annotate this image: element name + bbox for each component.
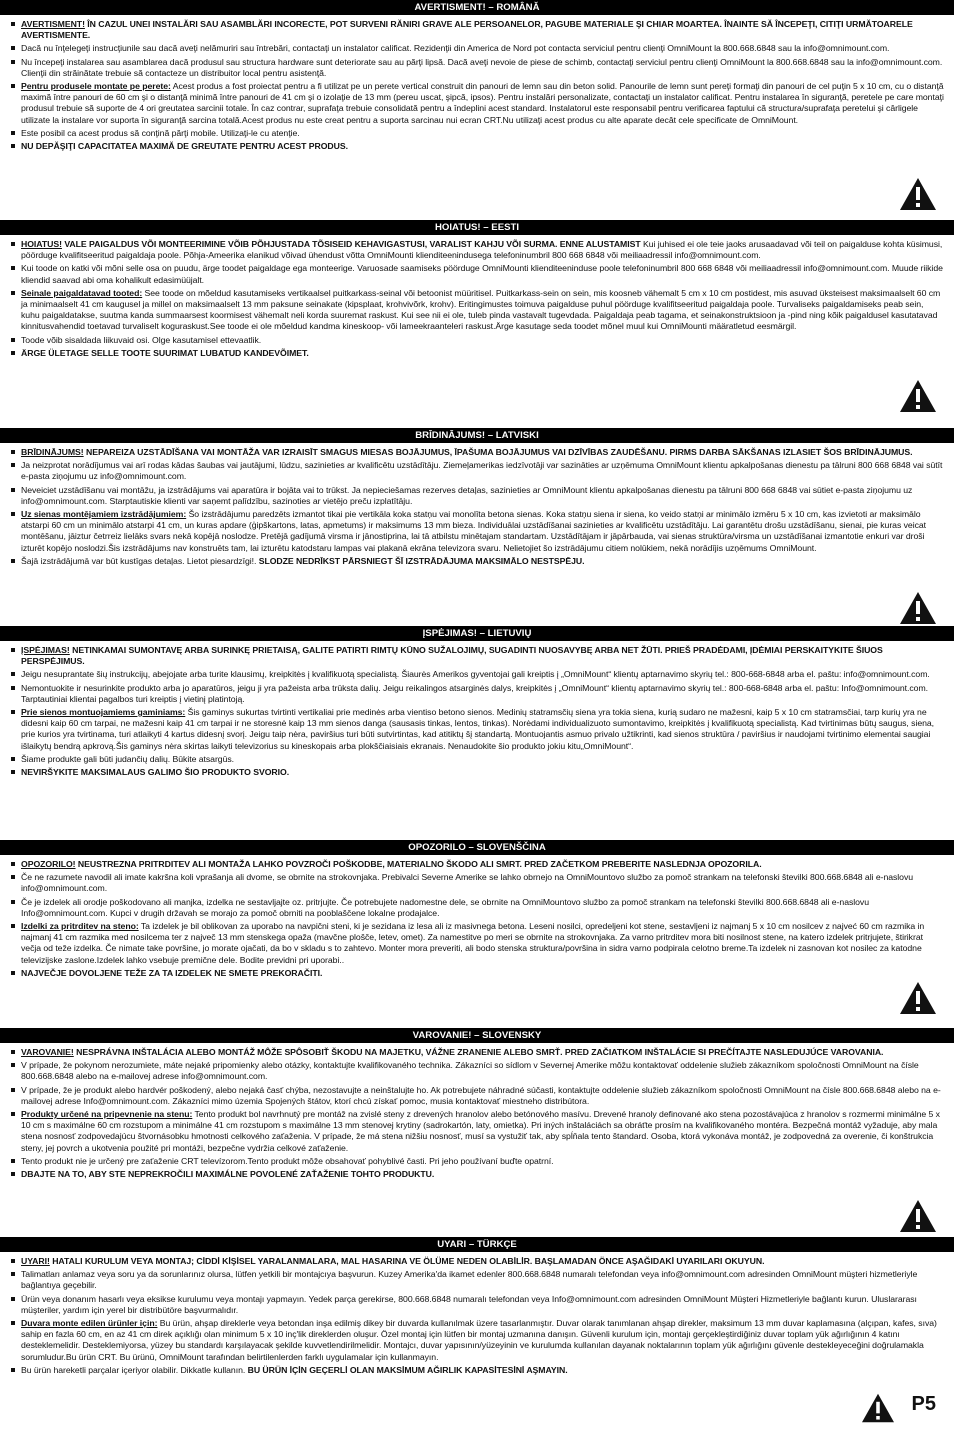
section-latvian: [0, 428, 954, 569]
list-item: Nu începeţi instalarea sau asamblarea dacă produsul sau structura hardware sunt deteriorate sau au părţi lipsă. Dacă aveţi nevoie de piese de schimb, contactaţi serviciul pentru clienţi OmniMount la 800.668.6848 sau la info@omnimount.com. Clienţii din străinătate trebuie să contacteze un distribuitor local pentru asistenţă.: [10, 57, 944, 79]
intro-text: HATALI KURULUM VEYA MONTAJ; CİDDİ KİŞİSEL YARALANMALARA, MAL HASARINA VE ÖLÜME NEDEN OLABİLİR. BAŞLAMADAN ÖNCE AŞAĞIDAKİ UYARILARI OKUYUN.: [49, 1256, 765, 1266]
warning-list: [0, 1256, 954, 1376]
intro-tail: Kui juhised ei ole teie jaoks arusaadavad või teil on paigalduse kohta küsimusi, pöörduge kvalifitseeritud paigaldaja poole. Põhja-Ameerika elanikud võivad ühendust võtta OmniMounti klienditeenindusega telefoninumbril 800 668 6848 või meiliaadressil info@omnimount.com.: [21, 239, 943, 261]
warning-triangle-icon: [898, 1198, 938, 1234]
p3-bold-text: BU ÜRÜN İÇİN GEÇERLİ OLAN MAKSİMUM AĞIRLIK KAPASİTESİNİ AŞMAYIN.: [245, 1364, 568, 1375]
list-item: [10, 1047, 944, 1058]
wall-text: Bu ürün, ahşap direklerle veya betondan inşa edilmiş dikey bir duvarda kullanılmak üzere tasarlanmıştır. Duvar olarak tanımlanan ahşap direkler, maksimum 13 mm duvar kaplamasına (alçıpan, kafes, sıva) sahip en fazla 60 cm, en az 41 cm direk açıklığı olan minimum 5 x 10 inç'lik direklerden oluşur. Özel montaj için lütfen bir montaj uzmanına danışın. Güvenli kurulum için, montajı gerçekleştirdiğiniz duvar toplam yük ağırlığının 4 katını desteklemelidir. Desteklemiyorsa, yüzey bu standardı karşılayacak şekilde kuvvetlendirilmelidir. Montajcı, duvar yapısının/yüzeyinin ve kurulumda kullanılan dayanak noktalarının toplam yük ağırlığını güvenle destekleyeceğini doğrulamakla sorumludur.Bu ürün CRT. Bu ürünü, OmniMount tarafından belirtilenlerden farklı uygulamalar için kullanmayın.: [21, 1318, 937, 1362]
warning-triangle-icon: [898, 378, 938, 414]
section-heading: ĮSPĖJIMAS! – LIETUVIŲ: [0, 626, 954, 641]
warning-list: [0, 447, 954, 567]
warning-list: [0, 239, 954, 359]
list-item: Este posibil ca acest produs să conţină părţi mobile. Utilizaţi-le cu atenţie.: [10, 128, 944, 139]
section-estonian: [0, 220, 954, 361]
section-heading: VAROVANIE! – SLOVENSKY: [0, 1028, 954, 1043]
list-item: [10, 556, 944, 567]
list-item: V prípade, že je produkt alebo hardvér poškodený, alebo nejaká časť chýba, nezostavujte a neinštalujte ho. Ak potrebujete náhradné súčasti, kontaktujte oddelenie služieb zákazníkom spoločnosti OmniMount na čísle 800.668.6848 alebo na e-mailovej adrese Info@omnimount.com. Zákazníci mimo územia Spojených štátov, ktorí chcú získať pomoc, musia kontaktovať miestneho distribútora.: [10, 1085, 944, 1107]
list-item: Tento produkt nie je určený pre zaťaženie CRT televízorom.Tento produkt môže obsahovať pohyblivé časti. Pri jeho používaní buďte opatrní.: [10, 1156, 944, 1167]
list-item: [10, 509, 944, 554]
wall-label: Prie sienos montuojamiems gaminiams:: [21, 707, 186, 718]
section-slovenian: [0, 840, 954, 981]
list-item: Toode võib sisaldada liikuvaid osi. Olge kasutamisel ettevaatlik.: [10, 335, 944, 346]
wall-text: Ta izdelek je bil oblikovan za uporabo na navpični steni, ki je sezidana iz lesa ali iz masivnega betona. Leseni nosilci, opredeljeni kot stene, sestavljeni iz najmanj 5 x 10 cm nosilcev z najveć 60 cm razmika in najmanj 41 cm razmika med nosilcema ter z največ 13 mm stenskega opaža (mavčne plošče, letev, omet). Za namestitve po meri se obrnite na strokovnjaka. Za varno pritrditev mora biti nosilnost stene, na katero izdelek pritrjujete, štirikrat večja od teže izdelka. Če nimate take površine, jo morate ojačati, da bo v skladu s to zahtevo. Monter mora preveriti, ali bodo stenska struktura/površina in sidra varno podpirala celotno breme.Ta izdelek ni zasnovan kot nosilec za katodne televizijske zaslone.Izdelek lahko vsebuje premične dele. Bodite previdni pri uporabi..: [21, 921, 925, 965]
wall-text: Acest produs a fost proiectat pentru a fi utilizat pe un perete vertical construit din panouri de lemn sau din beton solid. Panourile de lemn sunt pereţi formaţi din panouri de cel puţin 5 x 10 cm, cu o distanţă maximă între panouri de 60 cm şi o distanţă minimă între panouri de 41 cm şi o izolaţie de 13 mm (pereu uscat, şipcă, ipsos). Pentru instalări personalizate, contactaţi un instalator calificat. Pentru instalarea în siguranţă, peretele pe care montaţi produsul trebuie să suporte de 4 ori greutatea sarcinii totale. În caz contrar, suprafaţa trebuie consolidată pentru a îndeplini acest standard. Instalatorul este responsabil pentru verificarea faptului că structura/suprafaţa peretelui şi cârligele utilizate la instalare vor suporta în siguranţă sarcina totală.Acest produs nu este creat pentru a suporta sarcinau nui ecran CRT.Nu utilizaţi acest produs cu alte aparate decât cele specificate de OmniMount.: [21, 81, 944, 125]
list-item: ÄRGE ÜLETAGE SELLE TOOTE SUURIMAT LUBATUD KANDEVÕIMET.: [10, 348, 944, 359]
list-item: [10, 239, 944, 261]
intro-label: UYARI!: [21, 1256, 50, 1266]
list-item: Talimatları anlamaz veya soru ya da sorunlarınız olursa, lütfen yetkili bir montajcıya başvurun. Kuzey Amerika'da ikamet edenler 800.668.6848 numaralı telefondan veya info@omnimount.com adresinden OmniMount müşteri hizmetleriyle bağlantıya geçebilir.: [10, 1269, 944, 1291]
section-heading: UYARI – TÜRKÇE: [0, 1237, 954, 1252]
intro-text: NEUSTREZNA PRITRDITEV ALI MONTAŽA LAHKO POVZROČI POŠKODBE, MATERIALNO ŠKODO ALI SMRT. PRED ZAČETKOM PREBERITE NASLEDNJA OPOZORILA.: [75, 859, 762, 869]
wall-label: Duvara monte edilen ürünler için:: [21, 1318, 158, 1329]
wall-label: Seinale paigaldatavad tooted:: [21, 287, 143, 298]
intro-label: BRĪDINĀJUMS!: [21, 447, 84, 457]
list-item: Neveiciet uzstādīšanu vai montāžu, ja izstrādājums vai aparatūra ir bojāta vai to trūkst. Ja nepieciešamas rezerves detaļas, sazinieties ar OmniMount klientu apkalpošanas dienestu pa tālruni 800 668 6848 vai sūtiet e-pasta ziņojumu uz info@omnimount.com. Starptautiskie klienti var saņemt palīdzību, sazinoties ar vietējo preču izplatītāju.: [10, 485, 944, 507]
list-item: Jeigu nesuprantate šių instrukcijų, abejojate arba turite klausimų, kreipkitės į kvalifikuotą specialistą. Šiaurės Amerikos gyventojai gali kreiptis į „OmniMount“ klientų aptarnavimo skyrių tel.: 800-668-6848 arba el. paštu: info@omnimount.com.: [10, 669, 944, 680]
intro-label: OPOZORILO!: [21, 859, 76, 869]
list-item: Če je izdelek ali orodje poškodovano ali manjka, izdelka ne sestavljajte oz. pritrjujte. Če potrebujete nadomestne dele, se obrnite na OmniMountovo službo za pomoč strankam na telefonski številki 800.668.6848 ali e-naslovu Info@omnimount.com. Kupci v drugih državah se morajo za pomoč obrniti na pooblaščene lokalne prodajalce.: [10, 897, 944, 919]
p3-bold-text: SLODZE NEDRĪKST PĀRSNIEGT ŠĪ IZSTRĀDĀJUMA MAKSIMĀLO NESTSPĒJU.: [256, 555, 585, 566]
section-heading: BRĪDINĀJUMS! – LATVISKI: [0, 428, 954, 443]
intro-label: ĮSPĖJIMAS!: [21, 645, 70, 655]
intro-text: NESPRÁVNA INŠTALÁCIA ALEBO MONTÁŽ MÔŽE SPÔSOBIŤ ŠKODU NA MAJETKU, VÁŽNE ZRANENIE ALEBO SMRŤ. PRED ZAČIATKOM INŠTALÁCIE SI PREČÍTAJTE NASLEDUJÚCE VAROVANIA.: [73, 1047, 884, 1057]
wall-text: Šis gaminys sukurtas tvirtinti vertikaliai prie medinės arba vientiso betono sienos. Medinių statramsčių siena yra tokia siena, kurią sudaro ne mažesni, kaip 5 x 10 cm statramsčiai, tarp kurių yra ne didesni kaip 60 cm tarpai, ne mažesni kaip 41 cm tarpai ir ne storesnė kaip 13 mm sienos danga (sausasis tinkas, lentos, tinkas). Norėdami individualizuoto sumontavimo, kreipkitės į kvalifikuotą specialistą. Kad tvirtinimas būtų saugus, siena, prie kurios yra tvirtinama, turi atlaikyti 4 kartus didesnį svorį. Jeigu taip nėra, paviršius turi būti sutvirtintas, kad atitiktų šį standartą. Montuojantis asmuo privalo užtikrinti, kad sienos struktūra / paviršius ir naudojami tvirtinimo elementai saugiai išlaikytų bendrą apkrovą.Šis gaminys nėra skirtas laikyti televizorius su kineskopais arba plokščiaisiais ekranais. Nenaudokite šio produkto jokiu kitu„OmniMount“.: [21, 707, 935, 751]
section-heading: HOIATUS! – EESTI: [0, 220, 954, 235]
list-item: [10, 1365, 944, 1376]
wall-label: Pentru produsele montate pe perete:: [21, 81, 171, 92]
warning-list: [0, 1047, 954, 1180]
list-item: [10, 447, 944, 458]
list-item: [10, 288, 944, 333]
section-heading: AVERTISMENT! – ROMÂNĂ: [0, 0, 954, 15]
section-lithuanian: [0, 626, 954, 780]
list-item: NU DEPĂŞIŢI CAPACITATEA MAXIMĂ DE GREUTATE PENTRU ACEST PRODUS.: [10, 141, 944, 152]
intro-label: HOIATUS!: [21, 239, 62, 249]
list-item: [10, 921, 944, 966]
p3-text: Bu ürün hareketli parçalar içeriyor olabilir. Dikkatle kullanın.: [21, 1364, 246, 1375]
intro-text: NETINKAMAI SUMONTAVĘ ARBA SURINKĘ PRIETAISĄ, GALITE PATIRTI RIMTŲ KŪNO SUŽALOJIMŲ, SUGADINTI NUOSAVYBĘ ARBA NET ŽŪTI. PRIEŠ PRADĖDAMI, ĮDĖMIAI PERSKAITYKITE ŠIUOS PERSPĖJIMUS.: [21, 645, 883, 667]
section-heading: OPOZORILO – SLOVENŠČINA: [0, 840, 954, 855]
warning-triangle-icon: [860, 1392, 896, 1424]
list-item: Kui toode on katki või mõni selle osa on puudu, ärge toodet paigaldage ega monteerige. Varuosade saamiseks pöörduge OmniMounti klienditeeninduse poole telefoninumbril 800 668 6848 või meiliaadressil info@omnimount.com. Muude riikide kliendid saavad abi oma kohalikult edasimüüjalt.: [10, 263, 944, 285]
intro-text: ÎN CAZUL UNEI INSTALĂRI SAU ASAMBLĂRI INCORECTE, POT SURVENI RĂNIRI GRAVE ALE PERSOANELOR, PAGUBE MATERIALE ŞI CHIAR MOARTEA. ÎNAINTE SĂ ÎNCEPEŢI, CITIŢI URMĂTOARELE AVERTISMENTE.: [21, 19, 913, 41]
wall-label: Uz sienas montējamiem izstrādājumiem:: [21, 509, 187, 520]
wall-text: See toode on mõeldud kasutamiseks vertikaalsel puitkarkass-seinal või betoonist müüritisel. Puitkarkass-sein on sein, mis koosneb vähemalt 5 cm x 10 cm postidest, mis asuvad üksteisest maksimaalselt 60 cm ja minimaalselt 41 cm kaugusel ja millel on maksimaalselt 13 mm paksune seinakate (kipsplaat, krohvivõrk, krohv). Eritingimustes toimuva paigalduse puhul pöörduge kvalifitseeritud paigaldaja poole. Turvaliseks paigaldamiseks peab sein, kuhu paigaldatakse, suutma kanda summaarsest koormisest vähemalt neli korda suuremat raskust. Kui see nii ei ole, tuleb pinda vastavalt tugevdada. Paigaldaja peab tagama, et seinakonstruktsioon ja -pind ning kõik paigaldusel kasutatavad kinnitusvahendid toetavad turvaliselt koguraskust.See toode ei ole mõeldud kandma kineskoop- või lameekraanteleri raskust.Ärge kasutage seda toodet mõnel muul kui OmniMounti määratletud eesmärgil.: [21, 287, 941, 332]
list-item: [10, 707, 944, 752]
warning-triangle-icon: [898, 590, 938, 626]
list-item: DBAJTE NA TO, ABY STE NEPREKROČILI MAXIMÁLNE POVOLENÉ ZAŤAŽENIE TOHTO PRODUKTU.: [10, 1169, 944, 1180]
list-item: Ja neizprotat norādījumus vai arī rodas kādas šaubas vai jautājumi, lūdzu, sazinieties ar kvalificētu uzstādītāju. Ziemeļamerikas iedzīvotāji var sazināties ar uzņēmuma OmniMount klientu apkalpošanas dienestu pa tālruni 800 668 6848 vai sūtīt e-pasta ziņojumu uz info@omnimount.com.: [10, 460, 944, 482]
list-item: V prípade, že pokynom nerozumiete, máte nejaké pripomienky alebo otázky, kontaktujte kvalifikovaného technika. Zákazníci so sídlom v Severnej Amerike môžu kontaktovať oddelenie služieb zákazníkom spoločnosti OmniMount na čísle 800.668.6848 alebo na e-mailovej adrese info@omnimount.com.: [10, 1060, 944, 1082]
list-item: Nemontuokite ir nesurinkite produkto arba jo aparatūros, jeigu ji yra pažeista arba trūksta dalių. Jeigu reikalingos atsarginės dalys, kreipkitės į „OmniMount“ klientų aptarnavimo skyrių tel.: 800-668-6848 arba el. paštu: Info@omnimount.com. Tarptautiniai klientai pagalbos turi kreiptis į vietinį platintoją.: [10, 683, 944, 705]
list-item: [10, 19, 944, 41]
intro-label: VAROVANIE!: [21, 1047, 74, 1057]
list-item: NAJVEČJE DOVOLJENE TEŽE ZA TA IZDELEK NE SMETE PREKORAČITI.: [10, 968, 944, 979]
list-item: [10, 1109, 944, 1154]
section-turkish: [0, 1237, 954, 1378]
list-item: [10, 859, 944, 870]
wall-text: Tento produkt bol navrhnutý pre montáž na zvislé steny z drevených hranolov alebo betónového masívu. Drevené hranoly definované ako stena pozostávajúca z hranolov s rozmermi minimálne 5 x 10 cm s maximálne 60 cm rozstupom a minimálne 41 cm rozstupom s maximálne 13 mm stenovej krytiny (sadrokartón, laty, omietka). Pri iných inštaláciách sa obráťte prosím na kvalifikovaného montéra. Bezpečná montáž vyžaduje, aby mala stena nosnosť zodpovedajúcu štvornásobku hmotnosti celkového zaťaženia. V prípade, že má stena nižšiu nosnosť, musí sa vystužiť tak, aby spĺňala tento štandard. Osoba, ktorá vykonáva montáž, je zodpovedná za overenie, či konštrukcia steny, jej povrch a ukotvenia použité pri montáži, bezpečne vydržia celkové zaťaženie.: [21, 1109, 940, 1153]
list-item: Šiame produkte gali būti judančių dalių. Būkite atsargūs.: [10, 754, 944, 765]
list-item: [10, 645, 944, 667]
list-item: Dacă nu înţelegeţi instrucţiunile sau dacă aveţi nelămuriri sau întrebări, contactaţi un instalator calificat. Rezidenţii din America de Nord pot contacta serviciul pentru clienţi OmniMount la 800.668.6848 sau la info@omnimount.com.: [10, 43, 944, 54]
list-item: [10, 81, 944, 126]
wall-label: Izdelki za pritrditev na steno:: [21, 921, 139, 932]
list-item: NEVIRŠYKITE MAKSIMALAUS GALIMO ŠIO PRODUKTO SVORIO.: [10, 767, 944, 778]
page-number: P5: [911, 1393, 936, 1415]
warning-list: [0, 19, 954, 152]
wall-label: Produkty určené na pripevnenie na stenu:: [21, 1109, 193, 1120]
list-item: [10, 1318, 944, 1363]
p3-text: Šajā izstrādājumā var būt kustīgas detaļas. Lietot piesardzīgi!.: [21, 555, 257, 566]
intro-text: NEPAREIZA UZSTĀDĪŠANA VAI MONTĀŽA VAR IZRAISĪT SMAGUS MIESAS BOJĀJUMUS, ĪPAŠUMA BOJĀJUMUS VAI DZĪVĪBAS ZAUDĒŠANU. PIRMS DARBA SĀKŠANAS IZLASIET ŠOS BRĪDINĀJUMUS.: [83, 447, 913, 457]
wall-text: Šo izstrādājumu paredzēts izmantot tikai pie vertikāla koka statņu vai monolīta betona sienas. Koka statņu siena ir siena, ko veido statņi ar minimālo izmēru 5 x 10 cm, kas izvietoti ar maksimālo atstarpi 60 cm un minimālo atstarpi 41 cm, un kuras apdare (ģipškartons, latas, apmetums) ir maksimums 13 mm bieza. Individuālai uzstādīšanai sazinieties ar kvalificētu uzstādītāju. Lai garantētu drošu uzstādīšanu, sienai, pie kuras veicat montēšanu, jāiztur četrreiz lielāks svars nekā kopējā noslodze. Pretējā gadījumā virsma ir jānostiprina, lai tā atbilstu minētajam standartam. Uzstādītājam ir jāpārbauda, vai sienas struktūra/virsma un uzstādīšanai izmantotie enkuri var droši izturēt kopējo noslodzi.Šis izstrādājums nav konstruēts tam, lai izturētu katodstaru lampas vai plakanā ekrāna televizora svaru. Nelietojiet šo izstrādājumu citiem nolūkiem, nekā norādījis uzņēmums OmniMount.: [21, 509, 927, 553]
intro-text: VALE PAIGALDUS VÕI MONTEERIMINE VÕIB PÕHJUSTADA TÕSISEID KEHAVIGASTUSI, VARALIST KAHJU VÕI SURMA. ENNE ALUSTAMIST: [61, 239, 641, 249]
warning-list: [0, 645, 954, 778]
warning-list: [0, 859, 954, 979]
list-item: Ürün veya donanım hasarlı veya eksikse kurulumu veya montajı yapmayın. Yedek parça gerekirse, 800.668.6848 numaralı telefondan veya Info@omnimount.com adresinden OmniMount Müşteri Hizmetleriyle bağlantı kurun. Uluslararası müşteriler, yardım için yerel bir distribütöre başvurmalıdır.: [10, 1294, 944, 1316]
warning-triangle-icon: [898, 176, 938, 212]
section-slovak: [0, 1028, 954, 1182]
list-item: Če ne razumete navodil ali imate kakršna koli vprašanja ali dvome, se obrnite na strokovnjaka. Prebivalci Severne Amerike se lahko obrnejo na OmniMountovo službo za pomoč strankam na telefonski številki 800.668.6848 ali e-naslovu info@omnimount.com.: [10, 872, 944, 894]
section-romanian: [0, 0, 954, 154]
intro-label: AVERTISMENT!: [21, 19, 85, 29]
warning-triangle-icon: [898, 980, 938, 1016]
list-item: [10, 1256, 944, 1267]
